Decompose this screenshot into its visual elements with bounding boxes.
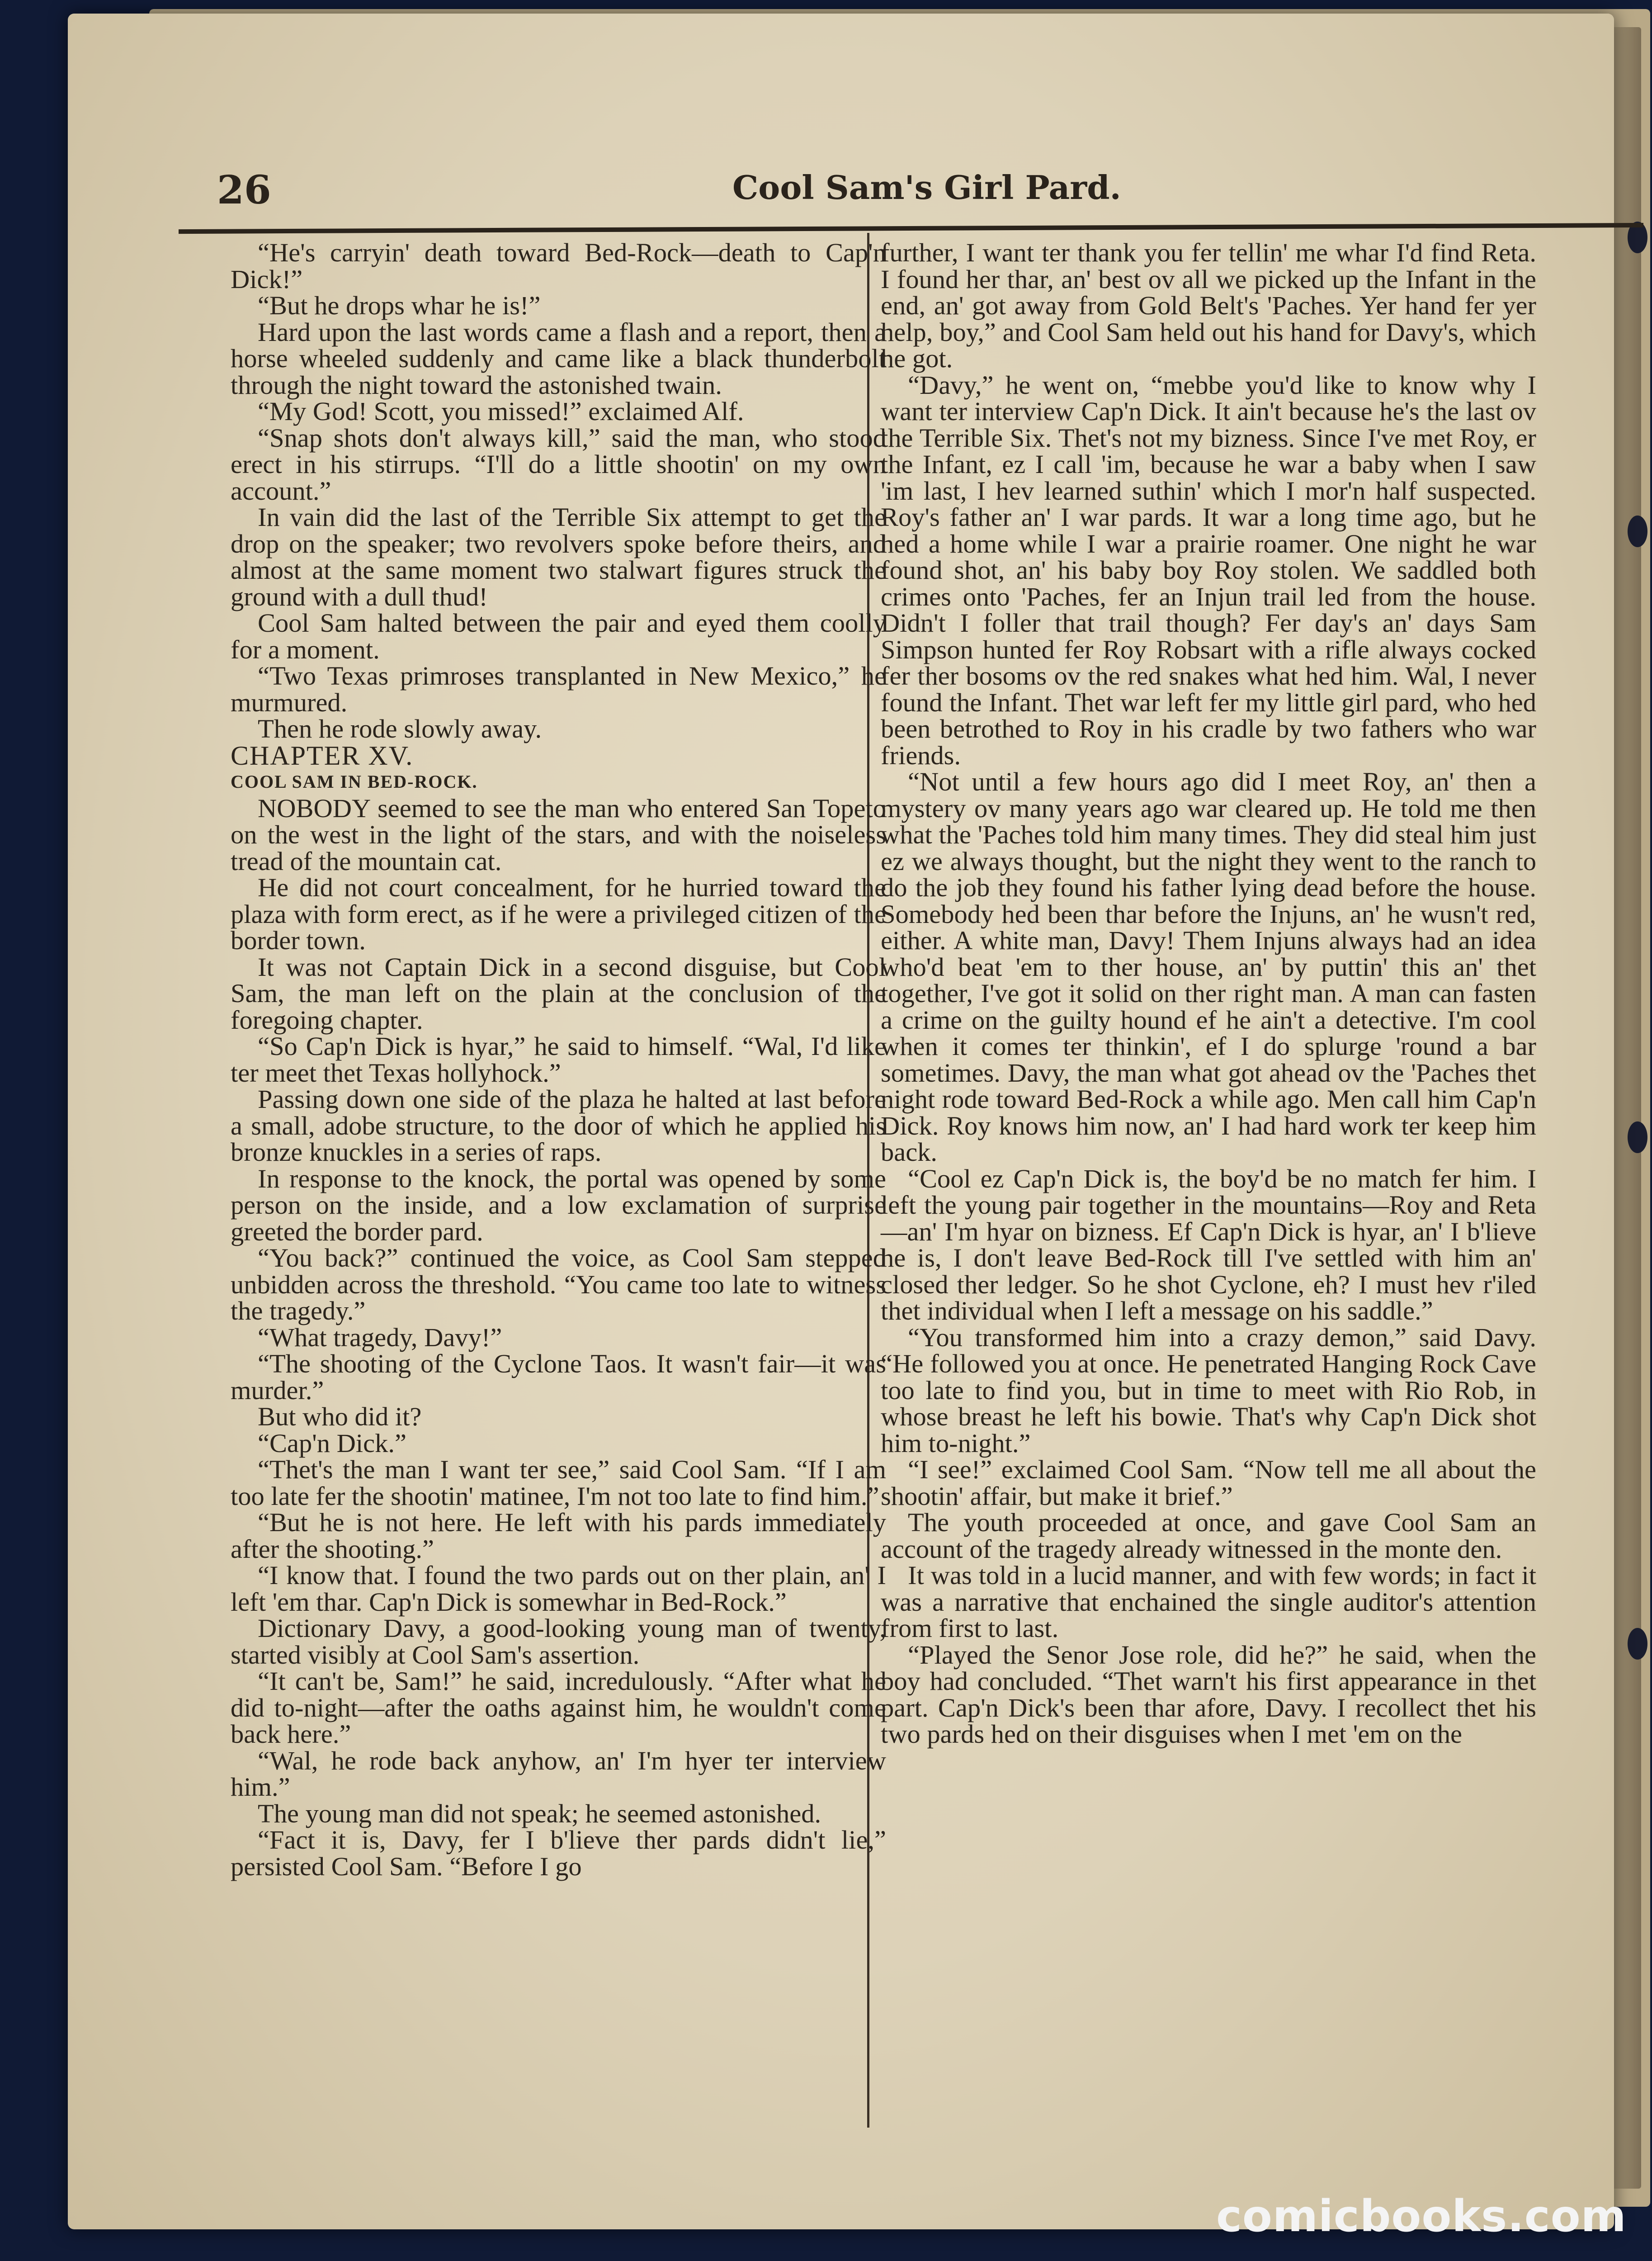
paragraph: “You transformed him into a crazy demon,” said Davy. “He followed you at once. He penetrated Hanging Rock Cave too late to find you, but in time to meet with Rio Rob, in whose breast he left his bowie. That's why Cap'n Dick shot him to-night.” xyxy=(881,1322,1536,1458)
running-title: Cool Sam's Girl Pard. xyxy=(732,168,1121,207)
paragraph: The young man did not speak; he seemed astonished. xyxy=(258,1798,821,1828)
binding-hole xyxy=(1628,1121,1647,1153)
paragraph: “Cap'n Dick.” xyxy=(258,1428,406,1458)
paragraph: “So Cap'n Dick is hyar,” he said to himself. “Wal, I'd like ter meet thet Texas hollyhock.” xyxy=(231,1031,886,1088)
paragraph: The youth proceeded at once, and gave Cool Sam an account of the tragedy already witnessed in the monte den. xyxy=(881,1508,1536,1564)
paragraph: Dictionary Davy, a good-looking young man of twenty, started visibly at Cool Sam's assertion. xyxy=(231,1613,886,1670)
paragraph: Passing down one side of the plaza he halted at last before a small, adobe structure, to the door of which he applied his bronze knuckles in a series of raps. xyxy=(231,1084,886,1167)
paragraph: Hard upon the last words came a flash and a report, then a horse wheeled suddenly and came like a black thunderbolt through the night toward the astonished twain. xyxy=(231,317,886,400)
paragraph: He did not court concealment, for he hurried toward the plaza with form erect, as if he were a privileged citizen of the border town. xyxy=(231,873,886,955)
paragraph: In vain did the last of the Terrible Six attempt to get the drop on the speaker; two revolvers spoke before theirs, and almost at the same moment two stalwart figures struck the ground with a dull thud! xyxy=(231,502,886,611)
paragraph: further, I want ter thank you fer tellin' me whar I'd find Reta. I found her thar, an' best ov all we picked up the Infant in the end, an' got away from Gold Belt's 'Paches. Yer hand fer yer help, boy,” and Cool Sam held out his hand for Davy's, which he got. xyxy=(881,238,1536,373)
paragraph: But who did it? xyxy=(258,1402,422,1431)
paragraph: “Snap shots don't always kill,” said the man, who stood erect in his stirrups. “I'll do a little shootin' on my own account.” xyxy=(231,423,886,506)
left-column xyxy=(231,240,886,1880)
paragraph: “Two Texas primroses transplanted in New Mexico,” he murmured. xyxy=(231,661,886,717)
page-number: 26 xyxy=(217,167,271,213)
paragraph: “It can't be, Sam!” he said, incredulously. “After what he did to-night—after the oaths against him, he wouldn't come back here.” xyxy=(231,1666,886,1749)
paragraph: “I know that. I found the two pards out on ther plain, an' I left 'em thar. Cap'n Dick is somewhar in Bed-Rock.” xyxy=(231,1561,886,1617)
paragraph: “The shooting of the Cyclone Taos. It wasn't fair—it was murder.” xyxy=(231,1349,886,1405)
paragraph: “What tragedy, Davy!” xyxy=(258,1322,502,1352)
binding-hole xyxy=(1628,516,1647,547)
binding-hole xyxy=(1628,1628,1647,1660)
paragraph: “He's carryin' death toward Bed-Rock—death to Cap'n Dick!” xyxy=(231,238,886,294)
paragraph: Then he rode slowly away. xyxy=(258,714,542,743)
paragraph: “I see!” exclaimed Cool Sam. “Now tell me all about the shootin' affair, but make it brief.” xyxy=(881,1455,1536,1511)
paragraph: “Cool ez Cap'n Dick is, the boy'd be no match fer him. I left the young pair together in the mountains—Roy and Reta—an' I'm hyar on bizness. Ef Cap'n Dick is hyar, an' I b'lieve he is, I don't leave Bed-Rock till I've settled with him an' closed ther ledger. So he shot Cyclone, eh? I must hev r'iled thet individual when I left a message on his saddle.” xyxy=(881,1164,1536,1325)
paragraph: It was not Captain Dick in a second disguise, but Cool Sam, the man left on the plain at the conclusion of the foregoing chapter. xyxy=(231,952,886,1035)
chapter-heading: CHAPTER XV. xyxy=(231,740,414,771)
paragraph: “Fact it is, Davy, fer I b'lieve ther pards didn't lie,” persisted Cool Sam. “Before I go xyxy=(231,1825,886,1881)
paragraph: “But he drops whar he is!” xyxy=(258,291,541,320)
paragraph: “My God! Scott, you missed!” exclaimed Alf. xyxy=(258,397,744,426)
watermark: comicbooks.com xyxy=(1216,2191,1627,2242)
paragraph: “Thet's the man I want ter see,” said Cool Sam. “If I am too late fer the shootin' matinee, I'm not too late to find him.” xyxy=(231,1455,886,1511)
paragraph: “Not until a few hours ago did I meet Roy, an' then a mystery ov many years ago war cleared up. He told me then what the 'Paches told him many times. They did steal him just ez we always thought, but the night they went to the ranch to do the job they found his father lying dead before the house. Somebody hed been thar before the Injuns, an' he wusn't red, either. A white man, Davy! Them Injuns always had an idea who'd beat 'em to ther house, an' by puttin' this an' thet together, I've got it solid on ther right man. A man can fasten a crime on the guilty hound ef he ain't a detective. I'm cool when it comes ter thinkin', ef I do splurge 'round a bar sometimes. Davy, the man what got ahead ov the 'Paches thet night rode toward Bed-Rock a while ago. Men call him Cap'n Dick. Roy knows him now, an' I had hard work ter keep him back. xyxy=(881,767,1536,1167)
paragraph: Cool Sam halted between the pair and eyed them coolly for a moment. xyxy=(231,608,886,664)
page-header xyxy=(217,163,1573,226)
paragraph: “But he is not here. He left with his pards immediately after the shooting.” xyxy=(231,1508,886,1564)
paragraph: “You back?” continued the voice, as Cool Sam stepped unbidden across the threshold. “You came too late to witness the tragedy.” xyxy=(231,1243,886,1325)
chapter-subheading: COOL SAM IN BED-ROCK. xyxy=(231,771,478,792)
paragraph: In response to the knock, the portal was opened by some person on the inside, and a low exclamation of surprise greeted the border pard. xyxy=(231,1164,886,1246)
paragraph: “Davy,” he went on, “mebbe you'd like to know why I want ter interview Cap'n Dick. It ain't because he's the last ov the Terrible Six. Thet's not my bizness. Since I've met Roy, er the Infant, ez I call 'im, because he war a baby when I saw 'im last, I hev learned suthin' which I mor'n half suspected. Roy's father an' I war pards. It war a long time ago, but he hed a home while I war a prairie roamer. One night he war found shot, an' his baby boy Roy stolen. We saddled both crimes onto 'Paches, fer an Injun trail led from the house. Didn't I foller that trail though? Fer day's an' days Sam Simpson hunted fer Roy Robsart with a rifle always cocked fer ther bosoms ov the red snakes what hed him. Wal, I never found the Infant. Thet war left fer my little girl pard, who hed been betrothed to Roy in his cradle by two fathers who war friends. xyxy=(881,370,1536,770)
right-column xyxy=(881,240,1536,1748)
paragraph: It was told in a lucid manner, and with few words; in fact it was a narrative that enchained the single auditor's attention from first to last. xyxy=(881,1561,1536,1643)
paragraph: NOBODY seemed to see the man who entered San Topeto on the west in the light of the stars, and with the noiseless tread of the mountain cat. xyxy=(231,793,886,876)
paragraph: “Wal, he rode back anyhow, an' I'm hyer ter interview him.” xyxy=(231,1745,886,1802)
paragraph: “Played the Senor Jose role, did he?” he said, when the boy had concluded. “Thet warn't his first appearance in thet part. Cap'n Dick's been thar afore, Davy. I recollect thet his two pards hed on their disguises when I met 'em on the xyxy=(881,1640,1536,1749)
